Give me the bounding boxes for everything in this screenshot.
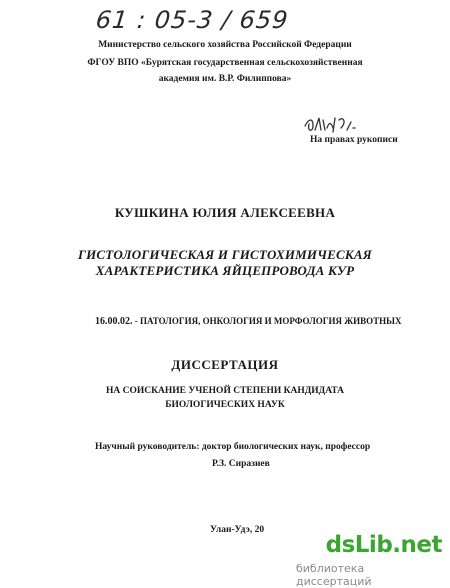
dslib-watermark	[296, 532, 450, 588]
author-name: КУШКИНА ЮЛИЯ АЛЕКСЕЕВНА	[114, 205, 336, 220]
rights-note: На правах рукописи	[310, 135, 398, 145]
handwritten-catalog-number: 61 : 05-3 / 659	[94, 6, 290, 34]
specialty-code: 16.00.02.	[95, 316, 133, 327]
degree-line1: НА СОИСКАНИЕ УЧЕНОЙ СТЕПЕНИ КАНДИДАТА	[106, 386, 344, 396]
advisor-label: Научный руководитель: доктор биологических наук, профессор	[95, 442, 371, 452]
academy-heading-line2: академия им. В.Р. Филиппова»	[158, 74, 292, 84]
document-type: ДИССЕРТАЦИЯ	[171, 357, 279, 372]
advisor-name: Р.З. Сиразиев	[212, 459, 270, 469]
dissertation-title-line1: ГИСТОЛОГИЧЕСКАЯ И ГИСТОХИМИЧЕСКАЯ	[78, 247, 372, 262]
watermark-caption: библиотека диссертаций	[296, 562, 372, 588]
watermark-site: dsLib.net	[325, 532, 442, 558]
degree-line2: БИОЛОГИЧЕСКИХ НАУК	[165, 400, 285, 410]
specialty-name: - ПАТОЛОГИЯ, ОНКОЛОГИЯ И МОРФОЛОГИЯ ЖИВОТНЫХ	[134, 316, 402, 326]
ministry-heading: Министерство сельского хозяйства Российской Федерации	[98, 40, 352, 50]
academy-heading-line1: ФГОУ ВПО «Бурятская государственная сельскохозяйственная	[87, 58, 363, 68]
city-year: Улан-Удэ, 20	[210, 525, 265, 535]
dissertation-title-line2: ХАРАКТЕРИСТИКА ЯЙЦЕПРОВОДА КУР	[95, 263, 355, 278]
specialty-line	[95, 316, 402, 327]
